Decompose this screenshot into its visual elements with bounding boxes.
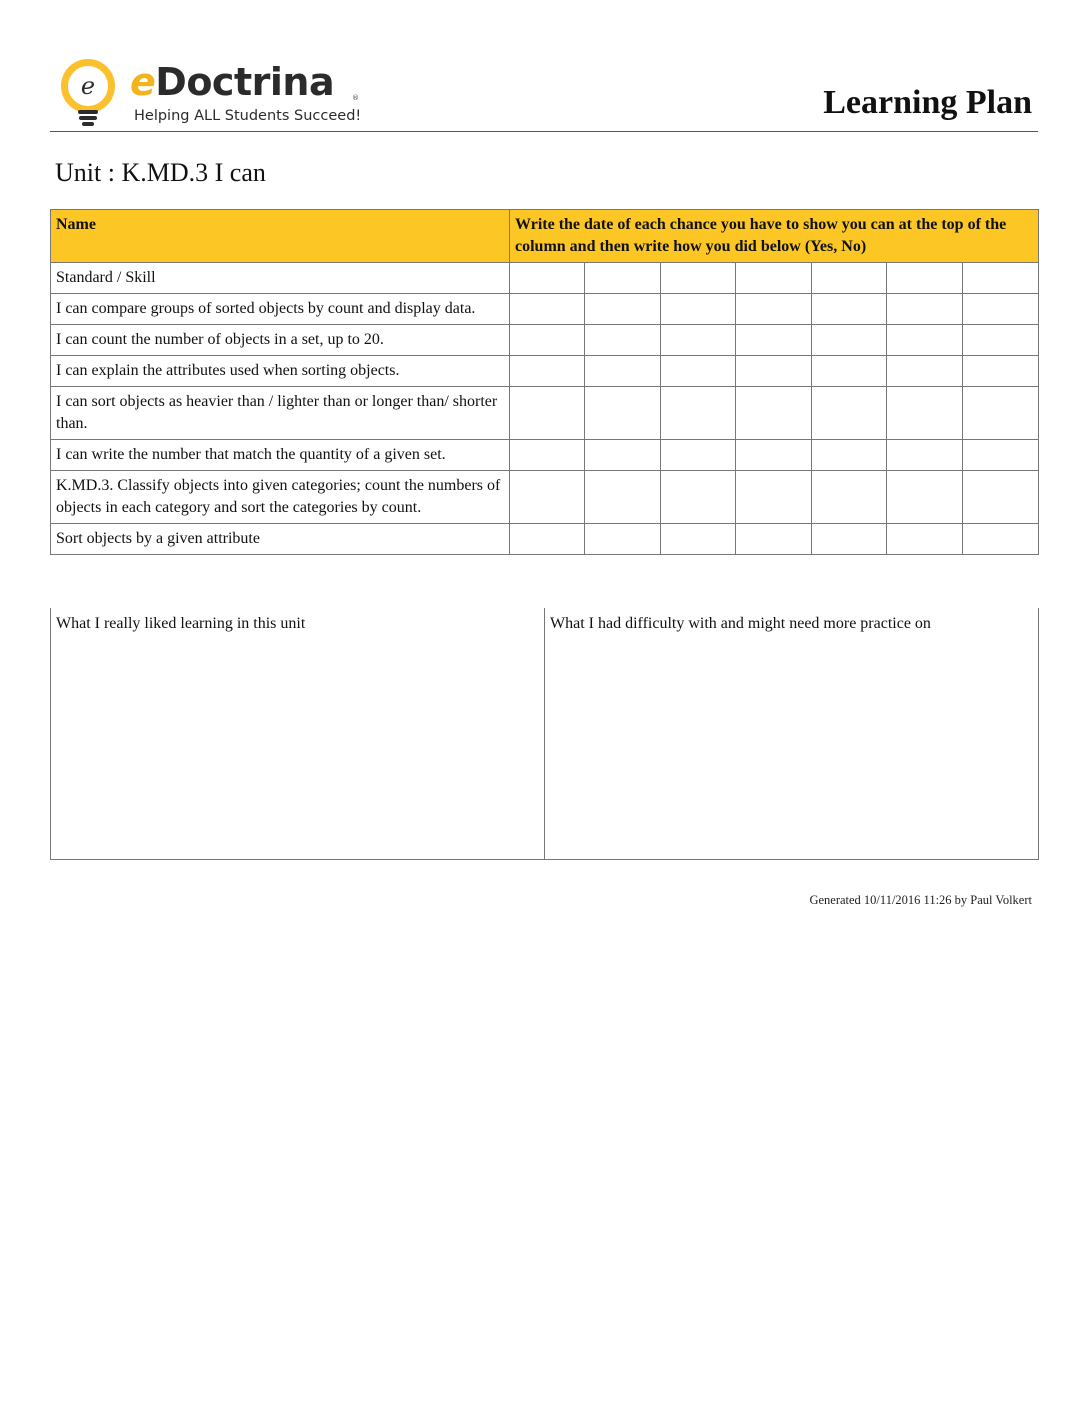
bulb-letter: e xyxy=(80,72,96,100)
skill-cell: I can explain the attributes used when sorting objects. xyxy=(51,356,510,387)
reflection-section xyxy=(50,608,1039,860)
liked-learning-box[interactable] xyxy=(51,608,545,859)
table-row xyxy=(51,471,1039,524)
date-entry-cell[interactable] xyxy=(963,440,1039,471)
page-header xyxy=(50,50,1038,132)
date-entry-cell[interactable] xyxy=(510,263,585,294)
date-entry-cell[interactable] xyxy=(736,356,812,387)
name-header: Name xyxy=(51,210,510,263)
date-entry-cell[interactable] xyxy=(887,294,963,325)
edoctrina-logo xyxy=(54,54,374,128)
date-entry-cell[interactable] xyxy=(736,263,812,294)
date-entry-cell[interactable] xyxy=(585,524,661,555)
table-row xyxy=(51,263,1039,294)
table-row xyxy=(51,294,1039,325)
difficulty-label: What I had difficulty with and might need more practice on xyxy=(550,615,931,632)
date-entry-cell[interactable] xyxy=(585,387,661,440)
date-entry-cell[interactable] xyxy=(585,440,661,471)
table-row xyxy=(51,387,1039,440)
date-entry-cell[interactable] xyxy=(736,440,812,471)
date-entry-cell[interactable] xyxy=(963,356,1039,387)
date-entry-cell[interactable] xyxy=(510,387,585,440)
difficulty-box[interactable] xyxy=(545,608,1038,859)
date-entry-cell[interactable] xyxy=(812,387,887,440)
date-entry-cell[interactable] xyxy=(963,325,1039,356)
date-entry-cell[interactable] xyxy=(887,440,963,471)
date-entry-cell[interactable] xyxy=(585,263,661,294)
date-entry-cell[interactable] xyxy=(510,471,585,524)
table-row xyxy=(51,440,1039,471)
date-entry-cell[interactable] xyxy=(661,471,736,524)
date-entry-cell[interactable] xyxy=(661,294,736,325)
date-entry-cell[interactable] xyxy=(887,325,963,356)
skill-cell: K.MD.3. Classify objects into given categories; count the numbers of objects in each category and sort the categories by count. xyxy=(51,471,510,524)
date-entry-cell[interactable] xyxy=(812,325,887,356)
learning-plan-table xyxy=(50,209,1039,555)
date-entry-cell[interactable] xyxy=(736,387,812,440)
date-entry-cell[interactable] xyxy=(812,356,887,387)
date-entry-cell[interactable] xyxy=(661,356,736,387)
brand-name xyxy=(130,62,334,102)
date-entry-cell[interactable] xyxy=(887,263,963,294)
date-entry-cell[interactable] xyxy=(510,325,585,356)
date-entry-cell[interactable] xyxy=(585,325,661,356)
date-entry-cell[interactable] xyxy=(661,524,736,555)
date-entry-cell[interactable] xyxy=(812,294,887,325)
skill-cell: I can compare groups of sorted objects by count and display data. xyxy=(51,294,510,325)
brand-prefix: e xyxy=(130,60,156,104)
date-entry-cell[interactable] xyxy=(887,471,963,524)
table-header-row xyxy=(51,210,1039,263)
date-entry-cell[interactable] xyxy=(736,325,812,356)
date-entry-cell[interactable] xyxy=(661,387,736,440)
date-entry-cell[interactable] xyxy=(585,294,661,325)
date-entry-cell[interactable] xyxy=(661,263,736,294)
skill-cell: I can write the number that match the quantity of a given set. xyxy=(51,440,510,471)
table-row xyxy=(51,356,1039,387)
generated-footer: Generated 10/11/2016 11:26 by Paul Volkert xyxy=(809,893,1032,907)
date-entry-cell[interactable] xyxy=(812,471,887,524)
document-title: Learning Plan xyxy=(823,84,1032,121)
date-entry-cell[interactable] xyxy=(887,387,963,440)
date-entry-cell[interactable] xyxy=(963,263,1039,294)
date-entry-cell[interactable] xyxy=(812,440,887,471)
brand-rest: Doctrina xyxy=(155,60,335,104)
date-entry-cell[interactable] xyxy=(812,524,887,555)
lightbulb-icon xyxy=(56,56,126,128)
date-entry-cell[interactable] xyxy=(812,263,887,294)
skill-cell: Sort objects by a given attribute xyxy=(51,524,510,555)
skill-cell: I can count the number of objects in a set, up to 20. xyxy=(51,325,510,356)
unit-title: Unit : K.MD.3 I can xyxy=(55,158,266,187)
date-entry-cell[interactable] xyxy=(736,294,812,325)
date-entry-cell[interactable] xyxy=(510,356,585,387)
skill-cell: I can sort objects as heavier than / lighter than or longer than/ shorter than. xyxy=(51,387,510,440)
date-entry-cell[interactable] xyxy=(510,440,585,471)
date-entry-cell[interactable] xyxy=(585,471,661,524)
date-entry-cell[interactable] xyxy=(585,356,661,387)
date-entry-cell[interactable] xyxy=(661,325,736,356)
date-entry-cell[interactable] xyxy=(887,356,963,387)
date-entry-cell[interactable] xyxy=(736,524,812,555)
date-entry-cell[interactable] xyxy=(736,471,812,524)
date-entry-cell[interactable] xyxy=(963,387,1039,440)
date-entry-cell[interactable] xyxy=(510,524,585,555)
date-entry-cell[interactable] xyxy=(510,294,585,325)
table-row xyxy=(51,524,1039,555)
table-row xyxy=(51,325,1039,356)
skill-cell: Standard / Skill xyxy=(51,263,510,294)
instruction-header: Write the date of each chance you have to show you can at the top of the column and then write how you did below (Yes, No) xyxy=(510,210,1039,263)
date-entry-cell[interactable] xyxy=(963,294,1039,325)
liked-learning-label: What I really liked learning in this unit xyxy=(56,615,306,632)
date-entry-cell[interactable] xyxy=(963,471,1039,524)
date-entry-cell[interactable] xyxy=(963,524,1039,555)
date-entry-cell[interactable] xyxy=(661,440,736,471)
tagline: Helping ALL Students Succeed! xyxy=(134,108,362,124)
date-entry-cell[interactable] xyxy=(887,524,963,555)
registered-mark: ® xyxy=(352,94,359,102)
